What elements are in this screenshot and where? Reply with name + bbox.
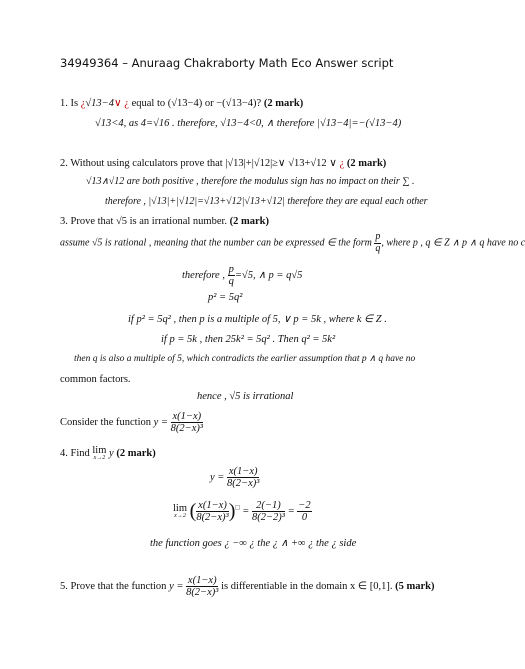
q3-marks: (2 mark) xyxy=(229,216,270,227)
q2-red-mark: ¿ xyxy=(339,158,345,169)
consider-function xyxy=(60,411,203,434)
q4-eval-limit xyxy=(173,504,187,520)
question-4 xyxy=(60,446,156,462)
left-paren: ( xyxy=(189,500,197,523)
q3-then-line: then q is also a multiple of 5, which contradicts the earlier assumption that p ∧ q have no xyxy=(74,354,416,364)
q4-conclusion: the function goes ¿ −∞ ¿ the ¿ ∧ +∞ ¿ the ¿ side xyxy=(150,538,357,549)
q5-y-eq: y = xyxy=(169,580,184,592)
limit-word: lim xyxy=(92,445,107,456)
q4-eval-fraction xyxy=(196,500,228,523)
question-3 xyxy=(60,216,269,227)
equals-sign: = xyxy=(242,505,250,517)
fraction-denominator: 8(2−x)³ xyxy=(170,423,203,435)
q2-marks: (2 mark) xyxy=(346,158,387,169)
q3-number: 3. xyxy=(60,216,68,227)
consider-y-eq: y = xyxy=(153,416,168,428)
fraction-numerator: 2(−1) xyxy=(252,500,285,512)
fraction-numerator: p xyxy=(228,264,234,275)
q2-working-2: therefore , |√13|+|√12|=√13+√12|√13+√12| therefore they are equal each other xyxy=(105,196,428,207)
fraction-numerator: x(1−x) xyxy=(187,575,217,586)
q3-assume-tail: , where p , q ∈ Z ∧ p ∧ q have no c xyxy=(381,237,525,249)
q5-text-b: is differentiable in the domain x ∈ [0,1]. xyxy=(221,580,393,592)
fraction-numerator: x(1−x) xyxy=(198,500,227,511)
fraction-denominator: 0 xyxy=(301,512,308,524)
q3-if-line-2: if p = 5k , then 25k² = 5q² . Then q² = 5k² xyxy=(161,334,336,345)
q5-marks: (5 mark) xyxy=(395,580,435,592)
q2-text: Without using calculators prove that |√13|+|√12|≥∨ √13+√12 ∨ xyxy=(70,158,337,169)
consider-fraction xyxy=(171,411,203,434)
q4-result-fraction-2 xyxy=(297,500,311,523)
q3-therefore-fraction xyxy=(228,264,235,287)
fraction-denominator: 8(2−x)³ xyxy=(186,587,219,599)
q5-fraction xyxy=(186,575,218,598)
q4-y-fraction xyxy=(227,466,259,489)
fraction-denominator: q xyxy=(228,276,234,288)
q4-result-fraction-1 xyxy=(252,500,285,523)
q4-limit-evaluation xyxy=(173,500,312,523)
q1-red-mark-left: ¿ xyxy=(80,98,86,109)
q1-text-a: Is xyxy=(70,98,79,109)
q3-if-line-1: if p² = 5q² , then p is a multiple of 5, ∨ p = 5k , where k ∈ Z . xyxy=(128,314,387,325)
right-paren: ) xyxy=(228,500,236,523)
q4-text: Find xyxy=(70,448,90,460)
limit-word: lim xyxy=(173,502,188,514)
fraction-numerator: x(1−x) xyxy=(172,411,202,422)
question-1 xyxy=(60,97,303,109)
question-2 xyxy=(60,157,386,169)
consider-text: Consider the function xyxy=(60,416,151,428)
q1-red-mark-right: ∨ ¿ xyxy=(114,98,129,109)
q5-text-a: Prove that the function xyxy=(70,580,167,592)
q3-therefore-text: therefore , xyxy=(182,269,225,281)
fraction-denominator: 8(2−x)³ xyxy=(227,478,260,490)
q4-marks: (2 mark) xyxy=(116,448,156,460)
fraction-denominator: 8(2−2)³ xyxy=(251,512,285,524)
q1-text-c: equal to (√13−4) or −(√13−4)? xyxy=(131,98,262,109)
q4-y-definition xyxy=(210,466,259,489)
exponent-box: □ xyxy=(235,503,240,512)
q3-conclusion: hence , √5 is irrational xyxy=(197,391,294,402)
fraction-denominator: q xyxy=(375,242,381,254)
question-5 xyxy=(60,575,434,598)
page-title: 34949364 – Anuraag Chakraborty Math Eco Answer script xyxy=(60,56,394,70)
q1-number: 1. xyxy=(60,98,68,109)
fraction-numerator: −2 xyxy=(298,500,311,511)
q1-text-b: √13−4 xyxy=(85,98,114,109)
fraction-numerator: p xyxy=(375,231,381,242)
q1-working: √13<4, as 4=√16 . therefore, √13−4<0, ∧ therefore |√13−4|=−(√13−4) xyxy=(95,118,402,129)
q3-therefore-line xyxy=(182,264,302,287)
q3-assume xyxy=(60,232,525,254)
q1-marks: (2 mark) xyxy=(263,98,304,109)
limit-subscript: x→2 xyxy=(174,512,186,519)
q3-common-factors: common factors. xyxy=(60,374,131,385)
q5-number: 5. xyxy=(60,580,68,592)
q4-limit-of: y xyxy=(109,448,114,460)
q4-limit xyxy=(92,446,106,462)
fraction-numerator: x(1−x) xyxy=(228,466,258,477)
q3-text: Prove that √5 is an irrational number. xyxy=(70,216,228,227)
q4-y-eq: y = xyxy=(210,471,225,483)
limit-subscript: x→2 xyxy=(93,454,106,461)
q3-p-squared: p² = 5q² xyxy=(208,292,243,303)
q3-therefore-tail: =√5, ∧ p = q√5 xyxy=(234,269,303,281)
equals-sign: = xyxy=(287,505,295,517)
fraction-denominator: 8(2−x)³ xyxy=(196,512,229,524)
q2-working-1: √13∧√12 are both positive , therefore the modulus sign has no impact on their ∑ . xyxy=(86,176,415,187)
q2-number: 2. xyxy=(60,158,68,169)
q4-number: 4. xyxy=(60,448,68,460)
q3-assume-text: assume √5 is rational , meaning that the number can be expressed ∈ the form xyxy=(60,237,372,249)
